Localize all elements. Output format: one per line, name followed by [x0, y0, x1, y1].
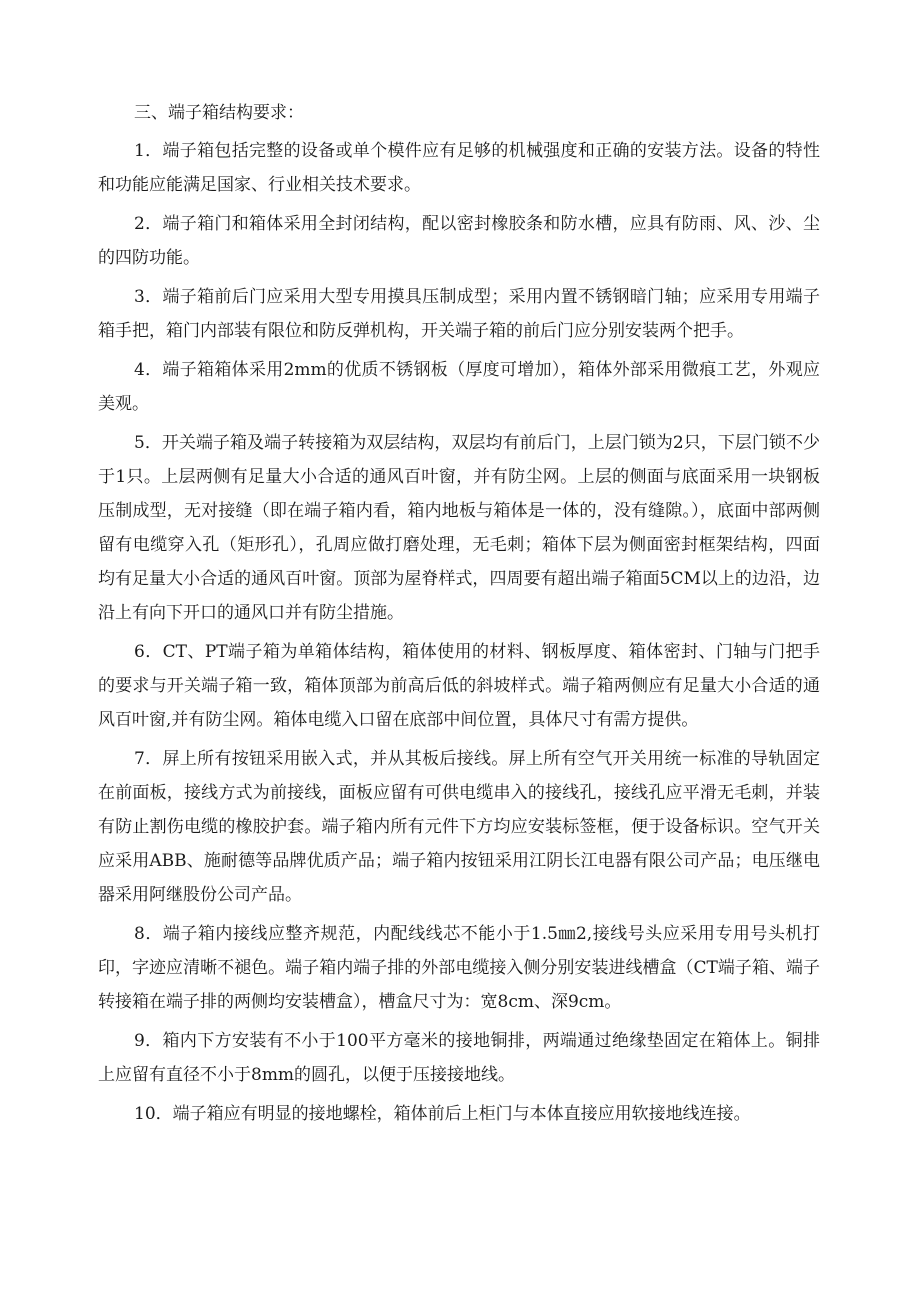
requirement-paragraph-9: 9．箱内下方安装有不小于100平方毫米的接地铜排，两端通过绝缘垫固定在箱体上。铜排上应留有直径不小于8mm的圆孔，以便于压接接地线。 [98, 1031, 820, 1085]
section-heading: 三、端子箱结构要求： [134, 103, 304, 123]
requirement-paragraph-6: 6．CT、PT端子箱为单箱体结构，箱体使用的材料、钢板厚度、箱体密封、门轴与门把手的要求与开关端子箱一致，箱体顶部为前高后低的斜坡样式。端子箱两侧应有足量大小合适的通风百叶窗,并有防尘网。箱体电缆入口留在底部中间位置，具体尺寸有需方提供。 [98, 642, 820, 730]
requirement-paragraph-1: 1．端子箱包括完整的设备或单个模件应有足够的机械强度和正确的安装方法。设备的特性和功能应能满足国家、行业相关技术要求。 [98, 141, 820, 195]
requirement-paragraph-2: 2．端子箱门和箱体采用全封闭结构，配以密封橡胶条和防水槽，应具有防雨、风、沙、尘的四防功能。 [98, 214, 820, 268]
requirement-paragraph-4: 4．端子箱箱体采用2mm的优质不锈钢板（厚度可增加），箱体外部采用微痕工艺，外观应美观。 [98, 360, 820, 414]
document-body [98, 96, 820, 1136]
requirement-paragraph-3: 3．端子箱前后门应采用大型专用摸具压制成型；采用内置不锈钢暗门轴；应采用专用端子箱手把，箱门内部装有限位和防反弹机构，开关端子箱的前后门应分别安装两个把手。 [98, 287, 820, 341]
requirement-paragraph-5: 5．开关端子箱及端子转接箱为双层结构，双层均有前后门，上层门锁为2只，下层门锁不少于1只。上层两侧有足量大小合适的通风百叶窗，并有防尘网。上层的侧面与底面采用一块钢板压制成型，无对接缝（即在端子箱内看，箱内地板与箱体是一体的，没有缝隙。），底面中部两侧留有电缆穿入孔（矩形孔），孔周应做打磨处理，无毛刺；箱体下层为侧面密封框架结构，四面均有足量大小合适的通风百叶窗。顶部为屋脊样式，四周要有超出端子箱面5CM以上的边沿，边沿上有向下开口的通风口并有防尘措施。 [98, 433, 820, 623]
requirement-paragraph-8: 8．端子箱内接线应整齐规范，内配线线芯不能小于1.5㎜2,接线号头应采用专用号头机打印，字迹应清晰不褪色。端子箱内端子排的外部电缆接入侧分别安装进线槽盒（CT端子箱、端子转接箱在端子排的两侧均安装槽盒），槽盒尺寸为：宽8cm、深9cm。 [98, 924, 820, 1012]
requirement-paragraph-7: 7．屏上所有按钮采用嵌入式，并从其板后接线。屏上所有空气开关用统一标准的导轨固定在前面板，接线方式为前接线，面板应留有可供电缆串入的接线孔，接线孔应平滑无毛刺，并装有防止割伤电缆的橡胶护套。端子箱内所有元件下方均应安装标签框，便于设备标识。空气开关应采用ABB、施耐德等品牌优质产品；端子箱内按钮采用江阴长江电器有限公司产品；电压继电器采用阿继股份公司产品。 [98, 749, 820, 905]
requirement-paragraph-10: 10．端子箱应有明显的接地螺栓，箱体前后上柜门与本体直接应用软接地线连接。 [134, 1104, 751, 1124]
